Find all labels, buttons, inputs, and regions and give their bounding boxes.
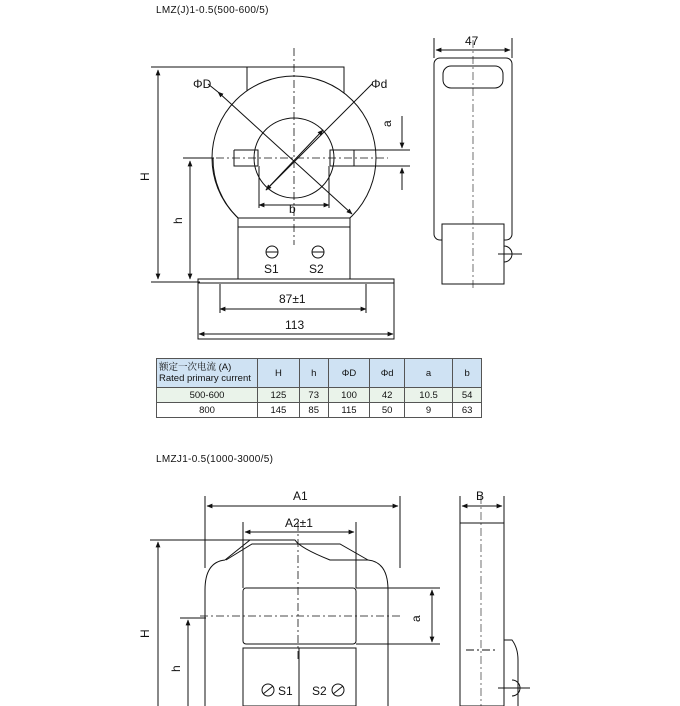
header-rated-current [157,359,258,388]
label-h2: h [169,665,183,672]
label-S2: S2 [309,262,324,276]
label-a: a [380,120,394,127]
cell-value: 54 [453,388,482,403]
label-A1: A1 [293,489,308,503]
dim-h [183,158,214,279]
col-phiD: ΦD [328,359,370,388]
cell-current: 800 [157,403,258,418]
lmzj1-large-front-view [205,540,388,706]
label-B: B [476,489,485,503]
cell-value: 50 [370,403,404,418]
cell-value: 73 [299,388,328,403]
col-h: h [299,359,328,388]
label-87: 87±1 [279,292,306,306]
cell-value: 42 [370,388,404,403]
label-h: h [171,217,185,224]
col-b: b [453,359,482,388]
cell-value: 9 [404,403,452,418]
label-H2: H [138,629,152,638]
label-113: 113 [285,318,305,332]
lmzj1-side-view [434,58,522,284]
label-A2: A2±1 [285,516,313,530]
spec-table-header [157,359,482,388]
header-label-cn: 额定一次电流 (A) [159,362,232,373]
cell-value: 145 [258,403,300,418]
col-a: a [404,359,452,388]
cell-value: 115 [328,403,370,418]
label-H: H [138,172,152,181]
col-phid: Φd [370,359,404,388]
section2-title: LMZJ1-0.5(1000-3000/5) [156,454,274,465]
spec-table [156,358,482,418]
label-S2-2: S2 [312,684,327,698]
lmzj1-large-side-view [460,523,530,706]
header-label-en: Rated primary current [159,373,251,384]
label-a2: a [409,615,423,622]
label-S1: S1 [264,262,279,276]
cell-value: 100 [328,388,370,403]
cell-value: 85 [299,403,328,418]
label-S1-2: S1 [278,684,293,698]
cell-value: 125 [258,388,300,403]
table-row [157,388,482,403]
col-H: H [258,359,300,388]
table-row [157,403,482,418]
label-phiD: ΦD [193,77,212,91]
cell-current: 500-600 [157,388,258,403]
section1-title: LMZ(J)1-0.5(500-600/5) [156,5,269,16]
label-b: b [289,202,296,216]
cell-value: 63 [453,403,482,418]
label-47: 47 [465,34,479,48]
label-phid: Φd [371,77,388,91]
cell-value: 10.5 [404,388,452,403]
